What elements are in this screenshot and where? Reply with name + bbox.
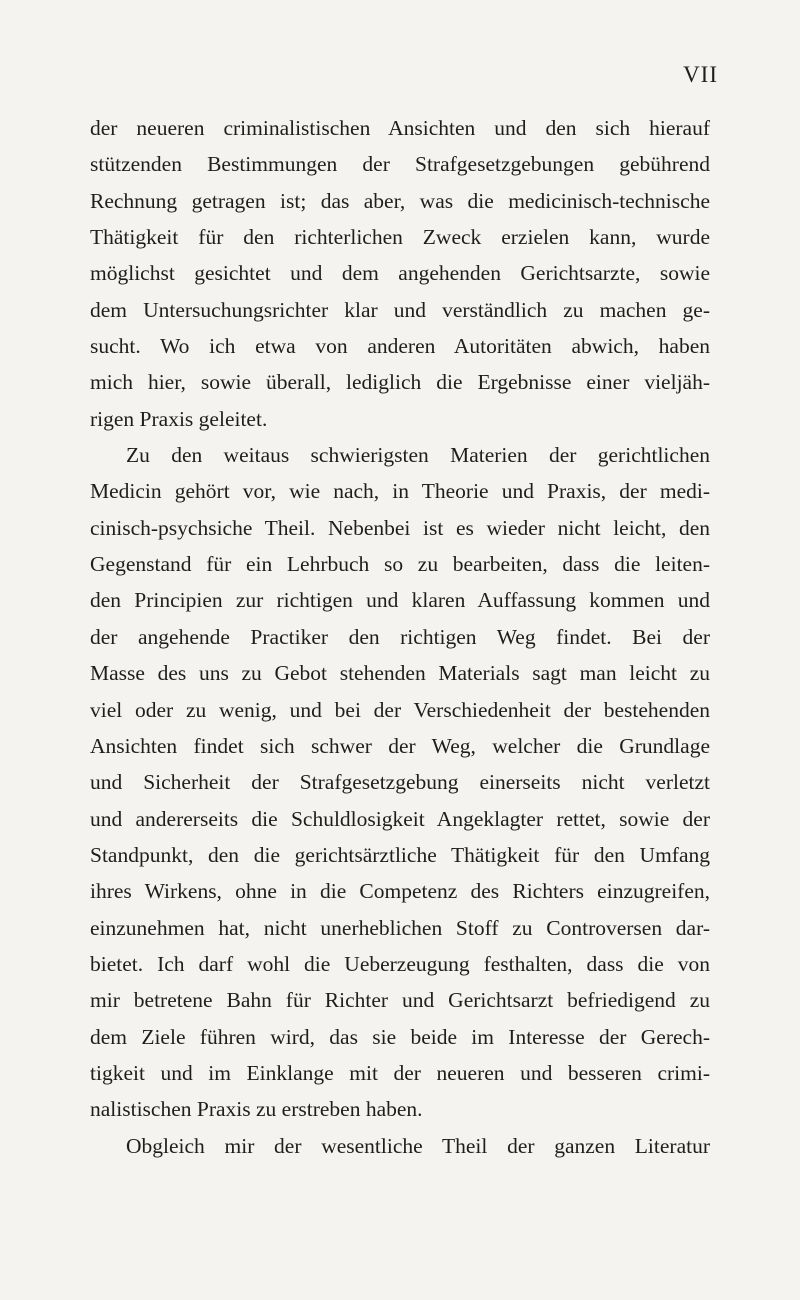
text-line: Medicin gehört vor, wie nach, in Theorie und Praxis, der medi- bbox=[90, 479, 710, 504]
text-line: und andererseits die Schuldlosigkeit Angeklagter rettet, sowie der bbox=[90, 806, 710, 831]
text-line: viel oder zu wenig, und bei der Verschiedenheit der bestehenden bbox=[90, 697, 710, 722]
text-line: Ansichten findet sich schwer der Weg, welcher die Grundlage bbox=[90, 733, 710, 758]
text-line: Standpunkt, den die gerichtsärztliche Thätigkeit für den Umfang bbox=[90, 842, 710, 867]
text-line: der angehende Practiker den richtigen Weg findet. Bei der bbox=[90, 624, 710, 649]
text-line: Obgleich mir der wesentliche Theil der ganzen Literatur bbox=[126, 1133, 710, 1158]
text-line: cinisch-psychsiche Theil. Nebenbei ist es wieder nicht leicht, den bbox=[90, 515, 710, 540]
text-line: tigkeit und im Einklange mit der neueren und besseren crimi- bbox=[90, 1060, 710, 1085]
text-line: bietet. Ich darf wohl die Ueberzeugung festhalten, dass die von bbox=[90, 951, 710, 976]
text-line: der neueren criminalistischen Ansichten und den sich hierauf bbox=[90, 116, 710, 140]
text-line: rigen Praxis geleitet. bbox=[90, 406, 268, 431]
text-line: Masse des uns zu Gebot stehenden Materials sagt man leicht zu bbox=[90, 661, 710, 686]
text-line: den Principien zur richtigen und klaren Auffassung kommen und bbox=[90, 588, 710, 613]
text-line: Gegenstand für ein Lehrbuch so zu bearbeiten, dass die leiten- bbox=[90, 552, 710, 577]
page-number: VII bbox=[683, 62, 718, 87]
text-line: nalistischen Praxis zu erstreben haben. bbox=[90, 1097, 423, 1122]
text-line: und Sicherheit der Strafgesetzgebung einerseits nicht verletzt bbox=[90, 770, 710, 795]
text-line: mich hier, sowie überall, lediglich die Ergebnisse einer vieljäh- bbox=[90, 370, 710, 395]
text-line: sucht. Wo ich etwa von anderen Autoritäten abwich, haben bbox=[90, 334, 710, 359]
text-line: Zu den weitaus schwierigsten Materien der gerichtlichen bbox=[126, 443, 710, 468]
text-line: möglichst gesichtet und dem angehenden Gerichtsarzte, sowie bbox=[90, 261, 710, 286]
text-line: Rechnung getragen ist; das aber, was die medicinisch-technische bbox=[90, 188, 710, 213]
text-line: dem Untersuchungsrichter klar und verständlich zu machen ge- bbox=[90, 297, 710, 322]
text-line: mir betretene Bahn für Richter und Gerichtsarzt befriedigend zu bbox=[90, 988, 710, 1013]
text-line: stützenden Bestimmungen der Strafgesetzgebungen gebührend bbox=[90, 152, 710, 177]
text-line: einzunehmen hat, nicht unerheblichen Stoff zu Controversen dar- bbox=[90, 915, 710, 940]
body-text bbox=[90, 110, 710, 1164]
text-line: Thätigkeit für den richterlichen Zweck erzielen kann, wurde bbox=[90, 225, 710, 250]
text-line: dem Ziele führen wird, das sie beide im Interesse der Gerech- bbox=[90, 1024, 710, 1049]
text-line: ihres Wirkens, ohne in die Competenz des Richters einzugreifen, bbox=[90, 879, 710, 904]
